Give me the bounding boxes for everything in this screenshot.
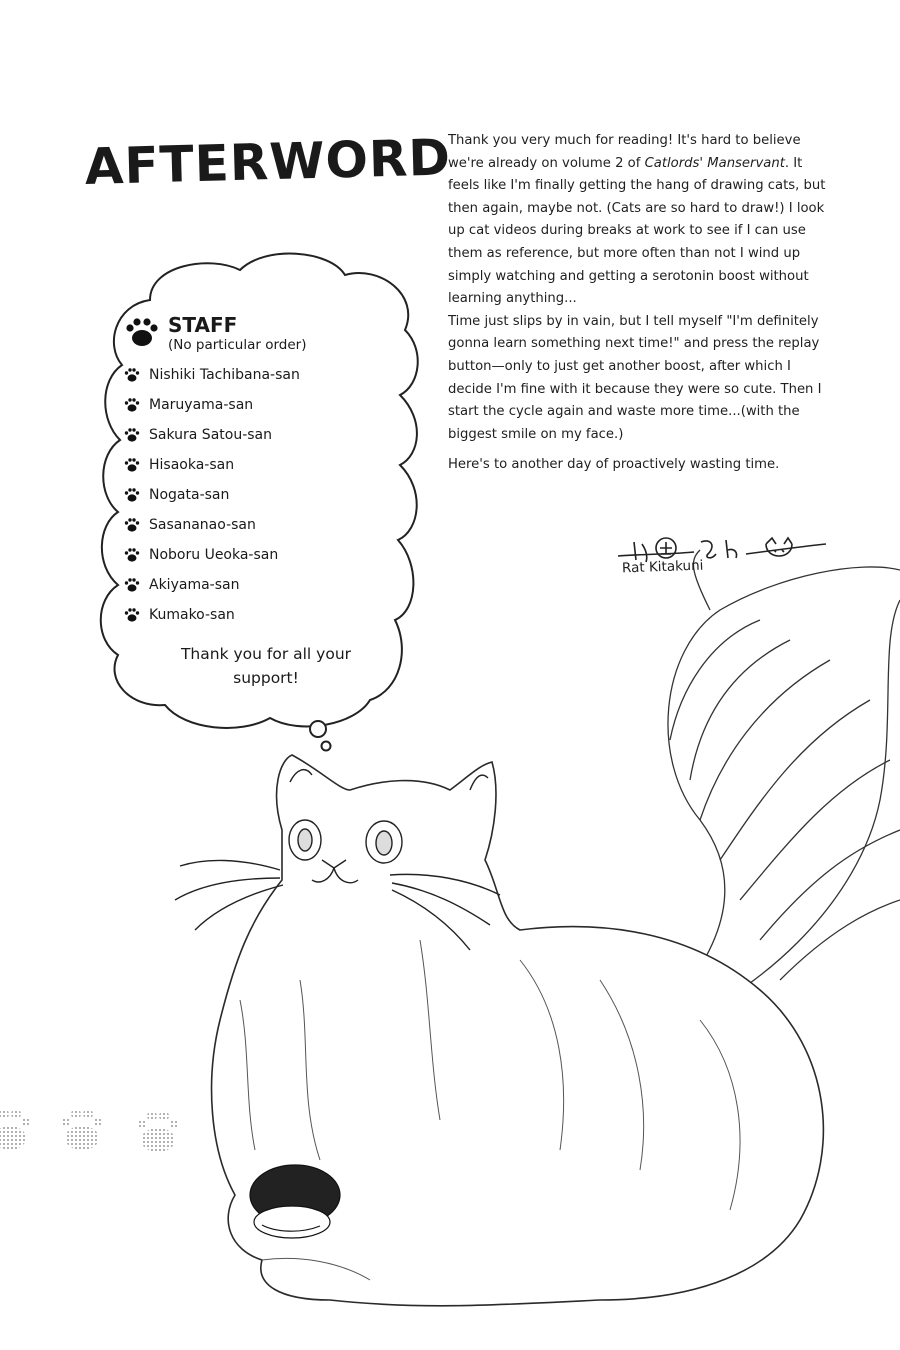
series-title: Catlords' Manservant (644, 155, 785, 171)
author-name: Rat Kitakuni (621, 557, 704, 577)
staff-name: Kumako-san (149, 607, 235, 623)
staff-item (124, 510, 394, 540)
staff-name: Sakura Satou-san (149, 427, 272, 443)
staff-name: Sasananao-san (149, 517, 256, 533)
chibi-figure (250, 1165, 340, 1238)
staff-item (124, 540, 394, 570)
staff-credits (124, 314, 394, 690)
paw-icon (124, 517, 140, 533)
paragraph-1-start: Thank you very much for reading! It's hard to believe we're already on volume 2 of (448, 133, 801, 171)
staff-item (124, 390, 394, 420)
afterword-body (448, 130, 828, 477)
staff-item (124, 600, 394, 630)
paw-icon (124, 487, 140, 503)
staff-name: Nishiki Tachibana-san (149, 367, 300, 383)
staff-header (124, 314, 394, 354)
staff-name: Maruyama-san (149, 397, 254, 413)
paw-icon (124, 457, 140, 473)
author-signature (616, 528, 826, 588)
paragraph-1 (448, 130, 828, 311)
paw-print-decoration (0, 1109, 179, 1152)
paw-icon (124, 607, 140, 623)
staff-name: Nogata-san (149, 487, 230, 503)
paragraph-2: Time just slips by in vain, but I tell myself "I'm definitely gonna learn something next time!" and press the replay button—only to just get another boost, after which I decide I'm fine with it because they were so cute. Then I start the cycle again and waste more time...(with the biggest smile on my face.) (448, 313, 822, 442)
paw-icon (124, 397, 140, 413)
staff-list (124, 360, 394, 630)
paw-icon (124, 577, 140, 593)
staff-title: STAFF (168, 313, 238, 337)
paragraph-1-end: . It feels like I'm finally getting the hang of drawing cats, but then again, maybe not. (Cats are so hard to draw!) I look up cat videos during breaks at work to see if I can use them as reference, but more often than not I wind up simply watching and getting a serotonin boost without learning anything... (448, 155, 826, 307)
staff-item (124, 360, 394, 390)
staff-item (124, 450, 394, 480)
paw-icon (124, 367, 140, 383)
staff-item (124, 570, 394, 600)
staff-name: Akiyama-san (149, 577, 240, 593)
staff-item (124, 420, 394, 450)
paw-icon (124, 547, 140, 563)
closing-line: Here's to another day of proactively wasting time. (448, 457, 780, 473)
thanks-message: Thank you for all your support! (180, 645, 352, 687)
paw-icon (124, 314, 160, 350)
staff-subtitle: (No particular order) (168, 337, 307, 353)
staff-name: Noboru Ueoka-san (149, 547, 279, 563)
page-title: AFTERWORD (84, 128, 452, 196)
staff-item (124, 480, 394, 510)
staff-name: Hisaoka-san (149, 457, 235, 473)
paw-icon (124, 427, 140, 443)
